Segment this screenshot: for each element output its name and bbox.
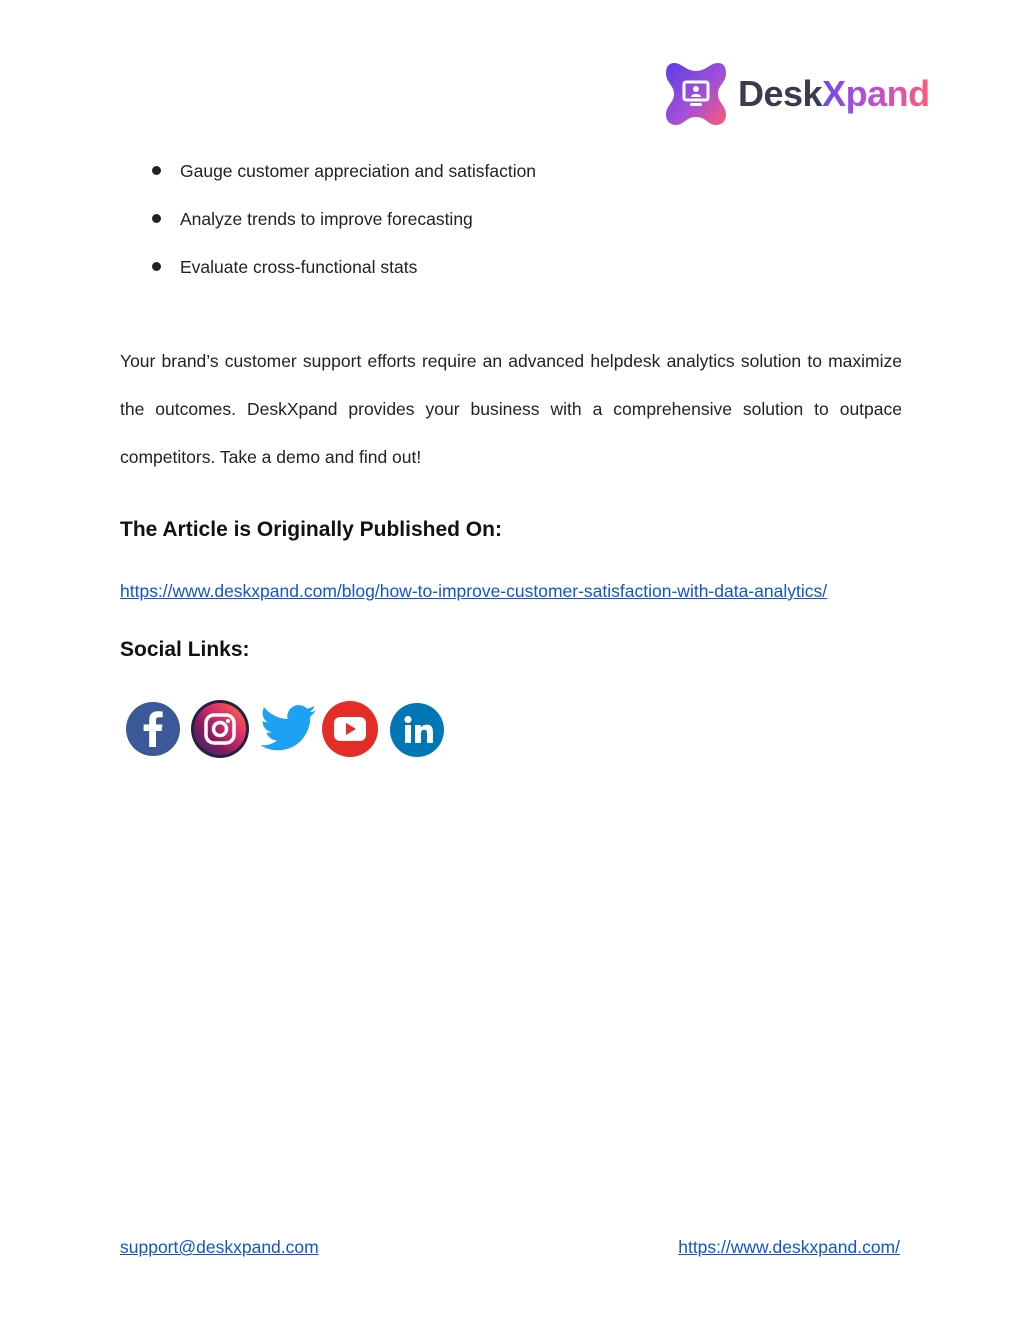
twitter-icon[interactable] [258,700,318,758]
footer-website-link[interactable]: https://www.deskxpand.com/ [678,1237,900,1257]
deskxpand-logo [664,60,944,128]
logo-wordmark [738,73,930,114]
benefits-list [120,156,536,300]
footer-email-link[interactable]: support@deskxpand.com [120,1237,319,1257]
deskxpand-logo-icon [664,61,728,127]
logo-word-desk: Desk [738,73,823,114]
linkedin-icon[interactable] [389,702,445,758]
list-item-text: Analyze trends to improve forecasting [180,209,473,229]
instagram-icon[interactable] [190,699,250,759]
bullet-icon [152,214,161,223]
list-item [120,156,536,204]
article-heading: The Article is Originally Published On: [120,518,502,541]
list-item-text: Evaluate cross-functional stats [180,257,418,277]
article-link[interactable]: https://www.deskxpand.com/blog/how-to-improve-customer-satisfaction-with-data-analytics/ [120,581,828,601]
body-paragraph: Your brand’s customer support efforts require an advanced helpdesk analytics solution to maximize the outcomes. DeskXpand provides your business with a comprehensive solution to outpace competitors. Take a demo and find out! [120,351,902,467]
logo-word-xpand: Xpand [822,73,930,114]
social-heading: Social Links: [120,638,250,661]
bullet-icon [152,166,161,175]
facebook-icon[interactable] [124,700,182,758]
list-item [120,204,536,252]
youtube-icon[interactable] [321,700,379,758]
list-item [120,252,536,300]
bullet-icon [152,262,161,271]
list-item-text: Gauge customer appreciation and satisfaction [180,161,537,181]
